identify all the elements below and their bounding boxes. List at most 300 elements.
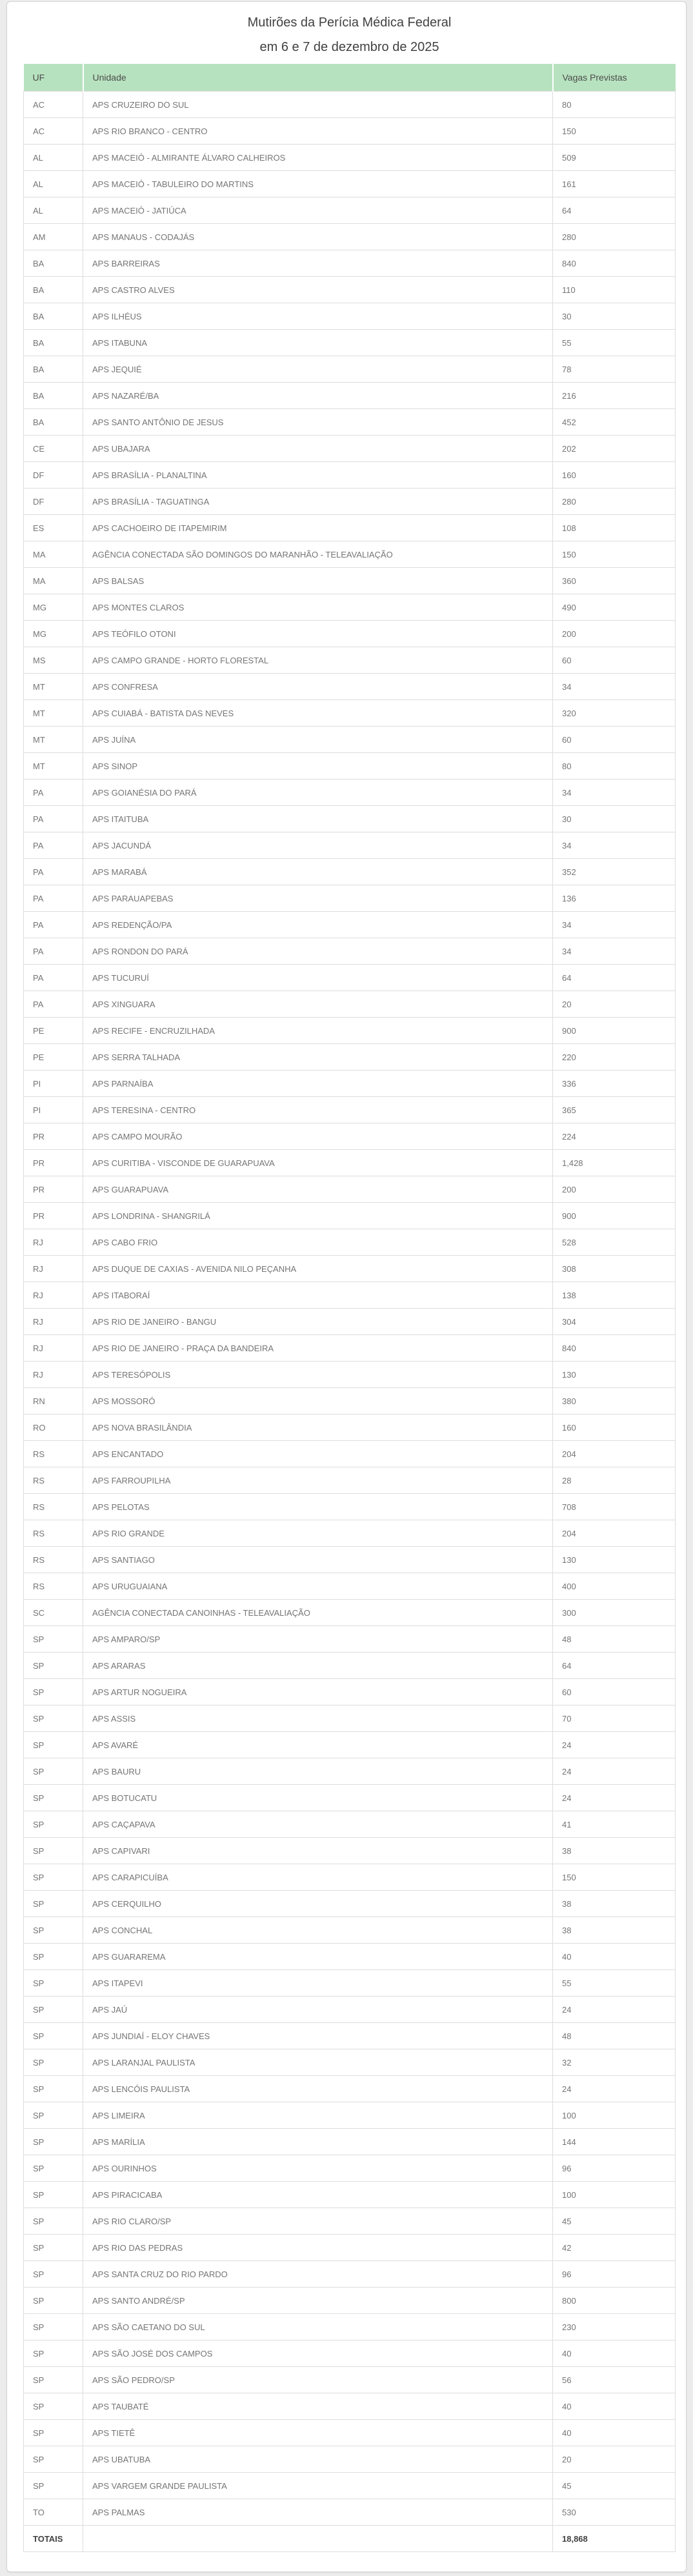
uf-cell: SP <box>24 1758 83 1785</box>
table-row <box>24 832 676 859</box>
table-footer <box>24 2526 676 2552</box>
vagas-cell: 509 <box>553 145 676 171</box>
vagas-cell: 30 <box>553 303 676 330</box>
table-row <box>24 1520 676 1547</box>
unidade-cell: APS GOIANÉSIA DO PARÁ <box>83 780 553 806</box>
table-row <box>24 1758 676 1785</box>
table-row <box>24 1097 676 1123</box>
table-row <box>24 436 676 462</box>
uf-cell: RJ <box>24 1256 83 1282</box>
vagas-cell: 280 <box>553 488 676 515</box>
vagas-cell: 900 <box>553 1018 676 1044</box>
uf-cell: MG <box>24 594 83 621</box>
unidade-cell: APS BRASÍLIA - PLANALTINA <box>83 462 553 488</box>
uf-cell: SP <box>24 1970 83 1997</box>
unidade-cell: APS ITABUNA <box>83 330 553 356</box>
vagas-cell: 1,428 <box>553 1150 676 1176</box>
uf-cell: SP <box>24 2155 83 2182</box>
table-row <box>24 2420 676 2446</box>
table-row <box>24 541 676 568</box>
vagas-cell: 900 <box>553 1203 676 1229</box>
unidade-cell: APS ENCANTADO <box>83 1441 553 1467</box>
uf-cell: SP <box>24 2393 83 2420</box>
unidade-cell: AGÊNCIA CONECTADA CANOINHAS - TELEAVALIAÇÃO <box>83 1600 553 1626</box>
uf-cell: AC <box>24 118 83 145</box>
unidade-cell: APS CACHOEIRO DE ITAPEMIRIM <box>83 515 553 541</box>
vagas-cell: 336 <box>553 1071 676 1097</box>
uf-cell: SP <box>24 1811 83 1838</box>
table-row <box>24 1494 676 1520</box>
uf-cell: MT <box>24 700 83 727</box>
unidade-cell: APS CRUZEIRO DO SUL <box>83 92 553 118</box>
vagas-cell: 308 <box>553 1256 676 1282</box>
vagas-cell: 80 <box>553 92 676 118</box>
table-row <box>24 1600 676 1626</box>
unidade-cell: APS NOVA BRASILÂNDIA <box>83 1414 553 1441</box>
vagas-cell: 20 <box>553 2446 676 2473</box>
table-row <box>24 197 676 224</box>
vagas-cell: 300 <box>553 1600 676 1626</box>
vagas-cell: 24 <box>553 2076 676 2102</box>
table-row <box>24 991 676 1018</box>
uf-cell: SP <box>24 1706 83 1732</box>
vagas-cell: 70 <box>553 1706 676 1732</box>
vagas-cell: 34 <box>553 938 676 965</box>
vagas-cell: 352 <box>553 859 676 885</box>
unidade-cell: APS GUARAPUAVA <box>83 1176 553 1203</box>
table-row <box>24 1997 676 2023</box>
unidade-cell: APS CAMPO MOURÃO <box>83 1123 553 1150</box>
table-row <box>24 2076 676 2102</box>
table-row <box>24 2446 676 2473</box>
uf-cell: SP <box>24 2023 83 2049</box>
unidade-cell: APS MACEIÓ - TABULEIRO DO MARTINS <box>83 171 553 197</box>
unidade-cell: APS CERQUILHO <box>83 1891 553 1917</box>
table-row <box>24 806 676 832</box>
uf-cell: PR <box>24 1176 83 1203</box>
vagas-cell: 38 <box>553 1917 676 1944</box>
table-row <box>24 1176 676 1203</box>
unidade-cell: APS TUCURUÍ <box>83 965 553 991</box>
vagas-cell: 78 <box>553 356 676 383</box>
uf-cell: SP <box>24 1785 83 1811</box>
unidade-cell: APS URUGUAIANA <box>83 1573 553 1600</box>
unidade-cell: APS TEÓFILO OTONI <box>83 621 553 647</box>
uf-cell: RO <box>24 1414 83 1441</box>
uf-cell: PA <box>24 780 83 806</box>
uf-cell: SP <box>24 2473 83 2499</box>
vagas-cell: 100 <box>553 2102 676 2129</box>
table-row <box>24 1917 676 1944</box>
table-row <box>24 224 676 250</box>
uf-cell: PE <box>24 1044 83 1071</box>
table-row <box>24 1441 676 1467</box>
vagas-cell: 161 <box>553 171 676 197</box>
table-row <box>24 1467 676 1494</box>
vagas-cell: 60 <box>553 1679 676 1706</box>
uf-cell: SP <box>24 2182 83 2208</box>
vagas-cell: 204 <box>553 1520 676 1547</box>
vagas-cell: 452 <box>553 409 676 436</box>
unidade-cell: APS OURINHOS <box>83 2155 553 2182</box>
unidade-cell: APS BOTUCATU <box>83 1785 553 1811</box>
unidade-cell: APS AMPARO/SP <box>83 1626 553 1653</box>
uf-cell: RS <box>24 1441 83 1467</box>
vagas-cell: 20 <box>553 991 676 1018</box>
uf-cell: PA <box>24 859 83 885</box>
vagas-cell: 280 <box>553 224 676 250</box>
unidade-cell: APS PARAUAPEBAS <box>83 885 553 912</box>
table-row <box>24 1203 676 1229</box>
table-row <box>24 859 676 885</box>
unidade-cell: APS ITAITUBA <box>83 806 553 832</box>
unidade-cell: APS RIO DE JANEIRO - BANGU <box>83 1309 553 1335</box>
vagas-cell: 24 <box>553 1758 676 1785</box>
vagas-cell: 136 <box>553 885 676 912</box>
unidade-cell: APS RIO BRANCO - CENTRO <box>83 118 553 145</box>
table-row <box>24 303 676 330</box>
unidade-cell: APS VARGEM GRANDE PAULISTA <box>83 2473 553 2499</box>
unidade-cell: APS ARTUR NOGUEIRA <box>83 1679 553 1706</box>
uf-cell: PA <box>24 885 83 912</box>
uf-cell: MT <box>24 727 83 753</box>
table-row <box>24 647 676 674</box>
unidade-cell: APS AVARÉ <box>83 1732 553 1758</box>
table-row <box>24 1706 676 1732</box>
table-row <box>24 1573 676 1600</box>
unidade-cell: APS BAURU <box>83 1758 553 1785</box>
uf-cell: SP <box>24 1626 83 1653</box>
table-row <box>24 277 676 303</box>
table-row <box>24 1891 676 1917</box>
unidade-cell: APS TERESINA - CENTRO <box>83 1097 553 1123</box>
uf-cell: RS <box>24 1547 83 1573</box>
vagas-cell: 304 <box>553 1309 676 1335</box>
header-row <box>24 64 676 92</box>
table-row <box>24 2155 676 2182</box>
vagas-cell: 490 <box>553 594 676 621</box>
table-row <box>24 568 676 594</box>
vagas-cell: 202 <box>553 436 676 462</box>
uf-cell: SP <box>24 2235 83 2261</box>
vagas-cell: 200 <box>553 1176 676 1203</box>
table-row <box>24 2499 676 2526</box>
table-row <box>24 1044 676 1071</box>
unidade-cell: APS TAUBATÉ <box>83 2393 553 2420</box>
vagas-cell: 42 <box>553 2235 676 2261</box>
table-row <box>24 2023 676 2049</box>
table-row <box>24 409 676 436</box>
vagas-cell: 160 <box>553 1414 676 1441</box>
uf-cell: SP <box>24 1732 83 1758</box>
uf-cell: SP <box>24 2102 83 2129</box>
vagas-cell: 840 <box>553 250 676 277</box>
vagas-cell: 130 <box>553 1362 676 1388</box>
uf-cell: PR <box>24 1150 83 1176</box>
vagas-cell: 204 <box>553 1441 676 1467</box>
uf-cell: MT <box>24 753 83 780</box>
uf-cell: RJ <box>24 1309 83 1335</box>
vagas-cell: 216 <box>553 383 676 409</box>
table-row <box>24 462 676 488</box>
vagas-cell: 108 <box>553 515 676 541</box>
unidade-cell: APS LIMEIRA <box>83 2102 553 2129</box>
table-row <box>24 488 676 515</box>
vagas-cell: 96 <box>553 2261 676 2288</box>
unidade-cell: APS CASTRO ALVES <box>83 277 553 303</box>
table-row <box>24 1626 676 1653</box>
uf-cell: PR <box>24 1123 83 1150</box>
vagas-cell: 34 <box>553 780 676 806</box>
unidade-cell: APS SANTO ANDRÉ/SP <box>83 2288 553 2314</box>
table-row <box>24 1229 676 1256</box>
uf-cell: SP <box>24 1997 83 2023</box>
unidade-cell: APS PARNAÍBA <box>83 1071 553 1097</box>
unidade-cell: APS RIO DE JANEIRO - PRAÇA DA BANDEIRA <box>83 1335 553 1362</box>
table-row <box>24 171 676 197</box>
table-row <box>24 727 676 753</box>
table-row <box>24 2261 676 2288</box>
table-row <box>24 1547 676 1573</box>
table-row <box>24 2473 676 2499</box>
unidade-cell: APS MACEIÓ - ALMIRANTE ÁLVARO CALHEIROS <box>83 145 553 171</box>
vagas-cell: 34 <box>553 912 676 938</box>
vagas-cell: 150 <box>553 118 676 145</box>
uf-cell: PR <box>24 1203 83 1229</box>
uf-cell: RS <box>24 1573 83 1600</box>
vagas-cell: 45 <box>553 2473 676 2499</box>
table-row <box>24 1679 676 1706</box>
uf-cell: MG <box>24 621 83 647</box>
vagas-cell: 800 <box>553 2288 676 2314</box>
table-row <box>24 2288 676 2314</box>
uf-cell: BA <box>24 330 83 356</box>
unidade-cell: APS RIO DAS PEDRAS <box>83 2235 553 2261</box>
unidade-cell: APS BRASÍLIA - TAGUATINGA <box>83 488 553 515</box>
vagas-cell: 320 <box>553 700 676 727</box>
vagas-cell: 200 <box>553 621 676 647</box>
vagas-cell: 530 <box>553 2499 676 2526</box>
vagas-cell: 24 <box>553 1732 676 1758</box>
vagas-cell: 30 <box>553 806 676 832</box>
vagas-cell: 32 <box>553 2049 676 2076</box>
unidade-cell: APS MOSSORÓ <box>83 1388 553 1414</box>
table-row <box>24 2340 676 2367</box>
unidade-cell: APS RONDON DO PARÁ <box>83 938 553 965</box>
uf-cell: RS <box>24 1520 83 1547</box>
page-title-line-2: em 6 e 7 de dezembro de 2025 <box>259 40 439 54</box>
uf-cell: PA <box>24 912 83 938</box>
uf-cell: AC <box>24 92 83 118</box>
table-body <box>24 92 676 2526</box>
totals-value: 18,868 <box>553 2526 676 2552</box>
table-row <box>24 1123 676 1150</box>
uf-cell: MA <box>24 568 83 594</box>
table-row <box>24 2235 676 2261</box>
table-row <box>24 1309 676 1335</box>
table-row <box>24 515 676 541</box>
table-row <box>24 92 676 118</box>
column-header-unidade: Unidade <box>83 64 553 92</box>
unidade-cell: APS CARAPICUÍBA <box>83 1864 553 1891</box>
uf-cell: MS <box>24 647 83 674</box>
totals-row <box>24 2526 676 2552</box>
column-header-vagas-previstas: Vagas Previstas <box>553 64 676 92</box>
table-row <box>24 674 676 700</box>
unidade-cell: APS ILHÉUS <box>83 303 553 330</box>
vagas-cell: 55 <box>553 1970 676 1997</box>
unidade-cell: APS BALSAS <box>83 568 553 594</box>
table-row <box>24 2314 676 2340</box>
table-row <box>24 965 676 991</box>
uf-cell: BA <box>24 356 83 383</box>
unidade-cell: APS MANAUS - CODAJÁS <box>83 224 553 250</box>
uf-cell: SC <box>24 1600 83 1626</box>
unidade-cell: APS TERESÓPOLIS <box>83 1362 553 1388</box>
unidade-cell: APS MARÍLIA <box>83 2129 553 2155</box>
unidade-cell: APS LENCÓIS PAULISTA <box>83 2076 553 2102</box>
uf-cell: PA <box>24 991 83 1018</box>
vagas-cell: 100 <box>553 2182 676 2208</box>
unidade-cell: APS CAPIVARI <box>83 1838 553 1864</box>
table-row <box>24 118 676 145</box>
uf-cell: BA <box>24 383 83 409</box>
unidade-cell: APS SERRA TALHADA <box>83 1044 553 1071</box>
table-row <box>24 2129 676 2155</box>
unidade-cell: APS SANTA CRUZ DO RIO PARDO <box>83 2261 553 2288</box>
uf-cell: SP <box>24 1864 83 1891</box>
vagas-cell: 28 <box>553 1467 676 1494</box>
vagas-cell: 110 <box>553 277 676 303</box>
table-row <box>24 885 676 912</box>
table-row <box>24 2367 676 2393</box>
unidade-cell: AGÊNCIA CONECTADA SÃO DOMINGOS DO MARANHÃO - TELEAVALIAÇÃO <box>83 541 553 568</box>
uf-cell: AL <box>24 197 83 224</box>
table-row <box>24 780 676 806</box>
unidade-cell: APS MARABÁ <box>83 859 553 885</box>
table-row <box>24 1388 676 1414</box>
uf-cell: MA <box>24 541 83 568</box>
table-row <box>24 1944 676 1970</box>
vagas-cell: 365 <box>553 1097 676 1123</box>
unidade-cell: APS XINGUARA <box>83 991 553 1018</box>
uf-cell: RJ <box>24 1282 83 1309</box>
vagas-cell: 64 <box>553 1653 676 1679</box>
uf-cell: SP <box>24 1917 83 1944</box>
uf-cell: SP <box>24 2288 83 2314</box>
unidade-cell: APS RECIFE - ENCRUZILHADA <box>83 1018 553 1044</box>
table-row <box>24 912 676 938</box>
table-row <box>24 938 676 965</box>
uf-cell: SP <box>24 1653 83 1679</box>
uf-cell: DF <box>24 462 83 488</box>
vagas-cell: 220 <box>553 1044 676 1071</box>
uf-cell: PA <box>24 965 83 991</box>
unidade-cell: APS TIETÊ <box>83 2420 553 2446</box>
unidade-cell: APS CABO FRIO <box>83 1229 553 1256</box>
vagas-cell: 40 <box>553 2393 676 2420</box>
unidade-cell: APS UBAJARA <box>83 436 553 462</box>
uf-cell: PA <box>24 832 83 859</box>
uf-cell: PE <box>24 1018 83 1044</box>
table-row <box>24 1970 676 1997</box>
uf-cell: DF <box>24 488 83 515</box>
table-row <box>24 753 676 780</box>
table-row <box>24 145 676 171</box>
uf-cell: TO <box>24 2499 83 2526</box>
unidade-cell: APS JEQUIÉ <box>83 356 553 383</box>
unidade-cell: APS SÃO PEDRO/SP <box>83 2367 553 2393</box>
vagas-cell: 160 <box>553 462 676 488</box>
table-header <box>24 64 676 92</box>
table-row <box>24 594 676 621</box>
unidade-cell: APS NAZARÉ/BA <box>83 383 553 409</box>
vagas-cell: 38 <box>553 1891 676 1917</box>
totals-label: TOTAIS <box>24 2526 83 2552</box>
table-row <box>24 1071 676 1097</box>
table-row <box>24 621 676 647</box>
report-card <box>6 1 687 2572</box>
unidade-cell: APS CURITIBA - VISCONDE DE GUARAPUAVA <box>83 1150 553 1176</box>
unidade-cell: APS ITAPEVI <box>83 1970 553 1997</box>
uf-cell: BA <box>24 303 83 330</box>
vagas-cell: 41 <box>553 1811 676 1838</box>
unidade-cell: APS SANTO ANTÔNIO DE JESUS <box>83 409 553 436</box>
vagas-cell: 380 <box>553 1388 676 1414</box>
unidade-cell: APS JAÚ <box>83 1997 553 2023</box>
uf-cell: AL <box>24 171 83 197</box>
table-row <box>24 1653 676 1679</box>
table-row <box>24 700 676 727</box>
uf-cell: SP <box>24 2446 83 2473</box>
report-table <box>23 64 676 2552</box>
vagas-cell: 24 <box>553 1785 676 1811</box>
unidade-cell: APS CUIABÁ - BATISTA DAS NEVES <box>83 700 553 727</box>
uf-cell: SP <box>24 2261 83 2288</box>
uf-cell: SP <box>24 1944 83 1970</box>
unidade-cell: APS UBATUBA <box>83 2446 553 2473</box>
vagas-cell: 64 <box>553 197 676 224</box>
uf-cell: SP <box>24 2420 83 2446</box>
vagas-cell: 96 <box>553 2155 676 2182</box>
vagas-cell: 34 <box>553 674 676 700</box>
vagas-cell: 24 <box>553 1997 676 2023</box>
uf-cell: RN <box>24 1388 83 1414</box>
unidade-cell: APS JACUNDÁ <box>83 832 553 859</box>
vagas-cell: 38 <box>553 1838 676 1864</box>
unidade-cell: APS LARANJAL PAULISTA <box>83 2049 553 2076</box>
unidade-cell: APS BARREIRAS <box>83 250 553 277</box>
table-row <box>24 1414 676 1441</box>
uf-cell: PA <box>24 806 83 832</box>
vagas-cell: 48 <box>553 2023 676 2049</box>
uf-cell: CE <box>24 436 83 462</box>
unidade-cell: APS PELOTAS <box>83 1494 553 1520</box>
uf-cell: MT <box>24 674 83 700</box>
unidade-cell: APS SANTIAGO <box>83 1547 553 1573</box>
vagas-cell: 150 <box>553 541 676 568</box>
table-row <box>24 330 676 356</box>
vagas-cell: 144 <box>553 2129 676 2155</box>
vagas-cell: 48 <box>553 1626 676 1653</box>
table-row <box>24 356 676 383</box>
uf-cell: AL <box>24 145 83 171</box>
unidade-cell: APS SÃO CAETANO DO SUL <box>83 2314 553 2340</box>
unidade-cell: APS DUQUE DE CAXIAS - AVENIDA NILO PEÇANHA <box>83 1256 553 1282</box>
uf-cell: SP <box>24 2208 83 2235</box>
vagas-cell: 230 <box>553 2314 676 2340</box>
unidade-cell: APS RIO GRANDE <box>83 1520 553 1547</box>
